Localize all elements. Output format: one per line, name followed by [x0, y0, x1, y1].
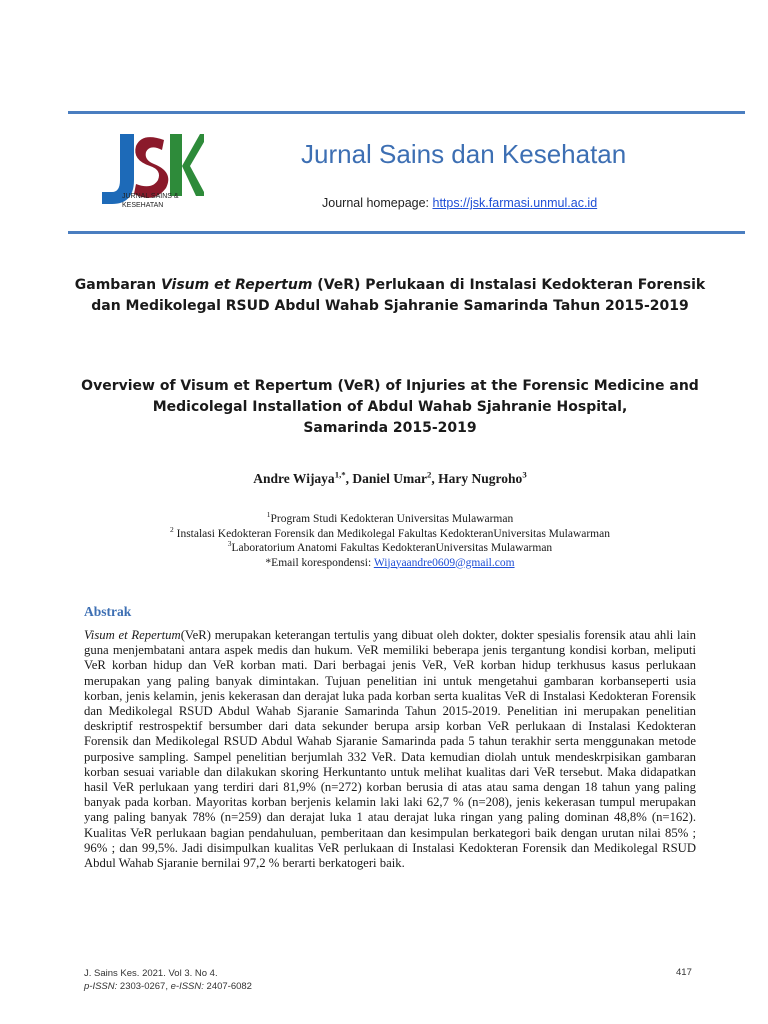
footer-issn	[84, 980, 252, 993]
eissn-label: e-ISSN:	[170, 981, 204, 992]
footer-citation: J. Sains Kes. 2021. Vol 3. No 4.	[84, 968, 218, 979]
title-id-part2: (VeR) Perlukaan di Instalasi Kedokteran Forensik dan Medikolegal RSUD Abdul Wahab Sjahranie Samarinda Tahun 2015-2019	[91, 277, 706, 314]
pissn-label: p-ISSN:	[84, 981, 118, 992]
author-list	[70, 471, 710, 487]
email-label: *Email korespondensi:	[265, 556, 374, 569]
journal-homepage	[322, 196, 597, 210]
author-affiliation-mark: 2	[427, 469, 432, 480]
affiliations	[70, 512, 710, 570]
header-bottom-rule	[68, 231, 745, 234]
email-link[interactable]: Wijayaandre0609@gmail.com	[373, 556, 515, 569]
affiliation-mark: 3	[227, 539, 232, 549]
author-separator: ,	[431, 471, 439, 486]
eissn-value: 2407-6082	[203, 981, 252, 992]
corresponding-email	[70, 556, 710, 571]
title-en-line3: Samarinda 2015-2019	[303, 420, 477, 436]
article-title-indonesian	[70, 275, 710, 317]
journal-logo	[92, 130, 204, 214]
affiliation-3	[70, 541, 710, 556]
affiliation-text: Program Studi Kedokteran Universitas Mulawarman	[270, 513, 514, 525]
affiliation-mark: 1	[266, 510, 271, 520]
logo-subtitle-line2: KESEHATAN	[122, 202, 164, 209]
author-name: Daniel Umar	[352, 471, 428, 486]
abstract-lead-italic: Visum et Repertum	[84, 628, 181, 642]
article-title-english	[70, 376, 710, 439]
abstract-body	[84, 628, 696, 871]
affiliation-mark: 2	[170, 524, 174, 534]
author-affiliation-mark: 1,*	[334, 469, 346, 480]
affiliation-text: Laboratorium Anatomi Fakultas KedokteranUniversitas Mulawarman	[231, 542, 553, 554]
author-separator: ,	[345, 471, 353, 486]
abstract-heading: Abstrak	[84, 604, 132, 619]
logo-subtitle-line1: JURNAL SAINS &	[122, 193, 179, 200]
header-top-rule	[68, 111, 745, 114]
affiliation-2	[70, 524, 710, 542]
title-en-line1: Overview of Visum et Repertum (VeR) of Injuries at the Forensic Medicine and	[81, 378, 699, 394]
abstract-text: (VeR) merupakan keterangan tertulis yang dibuat oleh dokter, dokter spesialis forensik atau ahli lain guna menjembatani antara aspek medis dan hukum. VeR memiliki beberapa jenis tergantung kondisi korban, meliputi VeR korban hidup dan VeR korban mati. Dari berbagai jenis VeR, VeR korban hidup terkhusus kasus perlukaan merupakan yang paling banyak dimintakan. Tujuan penelitian ini untuk mengetahui gambaran korbanseperti usia korban, jenis kelamin, jenis kekerasan dan derajat luka pada korban serta kualitas VeR di Instalasi Kedokteran Forensik dan Medikolegal RSUD Abdul Wahab Sjaranie Samarinda Tahun 2015-2019. Penelitian ini merupakan penelitian deskriptif restrospektif bersumber dari data sekunder berupa arsip korban VeR perlukaan di Instalasi Kedokteran Forensik dan Medikolegal RSUD Abdul Wahab Sjaranie Samarinda pada 5 tahun terakhir serta menggunakan metode purposive sampling. Sampel penelitian berjumlah 332 VeR. Data kemudian diolah untuk mendeskrpisikan gambaran korban sesuai variable dan dilakukan skoring Herkuntanto untuk melihat kualitas dari VeR tersebut. Maka didapatkan hasil VeR perlukaan yang terdiri dari 81,9% (n=272) korban berusia di atas atau sama dengan 18 tahun yang paling banyak pada korban. Mayoritas korban berjenis kelamin laki laki 62,7 % (n=208), jenis kekerasan tumpul merupakan yang paling banyak 78% (n=259) dan derajat luka 1 atau derajat luka ringan yang paling dominan 48,8% (n=162). Kualitas VeR perlukaan bagian pendahuluan, pemberitaan dan kesimpulan berkategori baik dengan urutan nilai 85% ; 96% ; dan 99,5%. Jadi disimpulkan kualitas VeR perlukaan di Instalasi Kedokteran Forensik dan Medikolegal RSUD Abdul Wahab Sjaranie bernilai 97,2 % berarti berkatogeri baik.	[84, 628, 696, 871]
author-name: Andre Wijaya	[253, 471, 335, 486]
homepage-label: Journal homepage:	[322, 196, 433, 210]
title-id-part1: Gambaran	[74, 277, 161, 293]
homepage-link[interactable]: https://jsk.farmasi.unmul.ac.id	[432, 196, 598, 210]
author-affiliation-mark: 3	[522, 469, 527, 480]
affiliation-text: Instalasi Kedokteran Forensik dan Medikolegal Fakultas KedokteranUniversitas Mulawarman	[173, 527, 610, 540]
pissn-value: 2303-0267,	[117, 981, 171, 992]
affiliation-1	[70, 512, 710, 527]
title-id-italic: Visum et Repertum	[160, 277, 313, 293]
journal-title: Jurnal Sains dan Kesehatan	[301, 139, 627, 169]
page-number: 417	[676, 967, 692, 978]
title-en-line2: Medicolegal Installation of Abdul Wahab Sjahranie Hospital,	[152, 399, 628, 415]
footer-citation-block	[84, 967, 252, 993]
author-name: Hary Nugroho	[438, 471, 523, 486]
